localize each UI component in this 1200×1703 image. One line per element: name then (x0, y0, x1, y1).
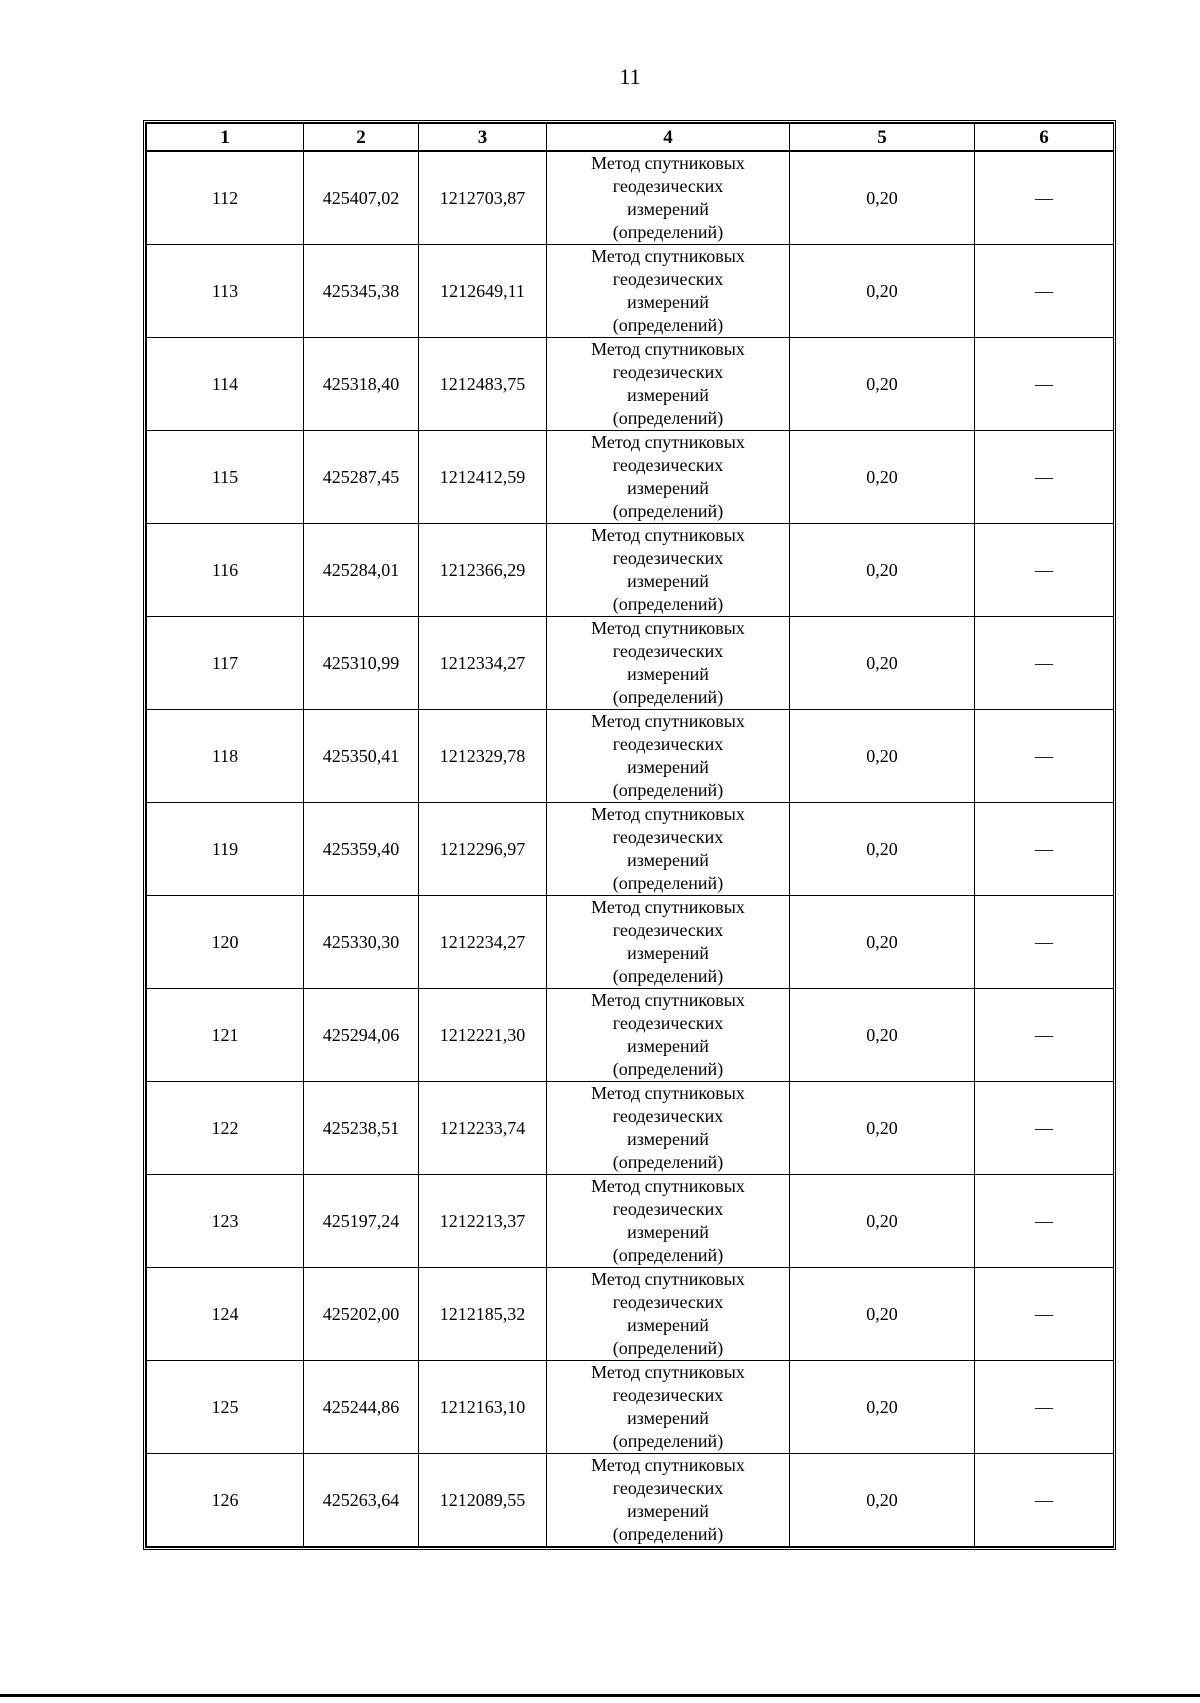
y-coordinate-cell: 1212366,29 (419, 524, 547, 617)
note-cell: — (975, 710, 1114, 803)
point-number-cell: 117 (147, 617, 304, 710)
table-body (147, 151, 1114, 1547)
note-cell: — (975, 524, 1114, 617)
note-cell: — (975, 617, 1114, 710)
method-cell (547, 1454, 790, 1547)
method-cell (547, 338, 790, 431)
method-line: геодезических (612, 920, 724, 940)
method-line: измерений (627, 943, 709, 963)
coordinates-table-frame (143, 120, 1116, 1550)
method-cell (547, 896, 790, 989)
x-coordinate-cell: 425318,40 (304, 338, 419, 431)
accuracy-cell: 0,20 (790, 1454, 975, 1547)
method-line: измерений (627, 292, 709, 312)
x-coordinate-cell: 425407,02 (304, 151, 419, 245)
accuracy-cell: 0,20 (790, 1268, 975, 1361)
y-coordinate-cell: 1212412,59 (419, 431, 547, 524)
method-line: измерений (627, 385, 709, 405)
note-cell: — (975, 803, 1114, 896)
column-header-1: 1 (147, 124, 304, 152)
accuracy-cell: 0,20 (790, 896, 975, 989)
method-line: (определений) (612, 408, 724, 428)
accuracy-cell: 0,20 (790, 1175, 975, 1268)
point-number-cell: 112 (147, 151, 304, 245)
table-row (147, 1268, 1114, 1361)
point-number-cell: 121 (147, 989, 304, 1082)
method-line: (определений) (612, 687, 724, 707)
method-line: геодезических (612, 1385, 724, 1405)
method-cell (547, 1361, 790, 1454)
method-line: геодезических (612, 362, 724, 382)
y-coordinate-cell: 1212233,74 (419, 1082, 547, 1175)
method-line: Метод спутниковых (591, 1362, 745, 1382)
method-line: Метод спутниковых (591, 1083, 745, 1103)
table-row (147, 1361, 1114, 1454)
method-cell (547, 803, 790, 896)
x-coordinate-cell: 425202,00 (304, 1268, 419, 1361)
point-number-cell: 116 (147, 524, 304, 617)
method-line: Метод спутниковых (591, 804, 745, 824)
method-line: измерений (627, 1501, 709, 1521)
table-row (147, 617, 1114, 710)
point-number-cell: 118 (147, 710, 304, 803)
method-line: Метод спутниковых (591, 1269, 745, 1289)
note-cell: — (975, 1268, 1114, 1361)
method-line: геодезических (612, 734, 724, 754)
accuracy-cell: 0,20 (790, 524, 975, 617)
method-cell (547, 710, 790, 803)
table-row (147, 524, 1114, 617)
table-row (147, 1175, 1114, 1268)
note-cell: — (975, 1082, 1114, 1175)
note-cell: — (975, 338, 1114, 431)
x-coordinate-cell: 425345,38 (304, 245, 419, 338)
method-line: измерений (627, 850, 709, 870)
y-coordinate-cell: 1212089,55 (419, 1454, 547, 1547)
column-header-4: 4 (547, 124, 790, 152)
column-header-2: 2 (304, 124, 419, 152)
method-line: геодезических (612, 176, 724, 196)
table-row (147, 1454, 1114, 1547)
method-line: (определений) (612, 1431, 724, 1451)
table-row (147, 151, 1114, 245)
x-coordinate-cell: 425263,64 (304, 1454, 419, 1547)
method-line: геодезических (612, 269, 724, 289)
point-number-cell: 114 (147, 338, 304, 431)
point-number-cell: 113 (147, 245, 304, 338)
method-cell (547, 524, 790, 617)
method-line: (определений) (612, 501, 724, 521)
method-line: геодезических (612, 1106, 724, 1126)
accuracy-cell: 0,20 (790, 617, 975, 710)
accuracy-cell: 0,20 (790, 803, 975, 896)
y-coordinate-cell: 1212185,32 (419, 1268, 547, 1361)
point-number-cell: 125 (147, 1361, 304, 1454)
method-line: Метод спутниковых (591, 432, 745, 452)
note-cell: — (975, 1175, 1114, 1268)
table-row (147, 710, 1114, 803)
method-line: Метод спутниковых (591, 153, 745, 173)
x-coordinate-cell: 425287,45 (304, 431, 419, 524)
note-cell: — (975, 245, 1114, 338)
method-line: Метод спутниковых (591, 525, 745, 545)
table-row (147, 896, 1114, 989)
point-number-cell: 123 (147, 1175, 304, 1268)
method-line: (определений) (612, 1338, 724, 1358)
x-coordinate-cell: 425359,40 (304, 803, 419, 896)
method-line: геодезических (612, 1013, 724, 1033)
accuracy-cell: 0,20 (790, 338, 975, 431)
x-coordinate-cell: 425244,86 (304, 1361, 419, 1454)
method-line: (определений) (612, 873, 724, 893)
y-coordinate-cell: 1212213,37 (419, 1175, 547, 1268)
method-line: измерений (627, 664, 709, 684)
method-line: Метод спутниковых (591, 990, 745, 1010)
x-coordinate-cell: 425284,01 (304, 524, 419, 617)
coordinates-table (146, 123, 1114, 1547)
method-line: (определений) (612, 780, 724, 800)
note-cell: — (975, 1361, 1114, 1454)
method-cell (547, 1268, 790, 1361)
method-cell (547, 1175, 790, 1268)
table-row (147, 989, 1114, 1082)
method-line: измерений (627, 1222, 709, 1242)
point-number-cell: 115 (147, 431, 304, 524)
method-line: измерений (627, 1129, 709, 1149)
method-line: геодезических (612, 641, 724, 661)
x-coordinate-cell: 425238,51 (304, 1082, 419, 1175)
method-cell (547, 1082, 790, 1175)
point-number-cell: 120 (147, 896, 304, 989)
method-line: Метод спутниковых (591, 246, 745, 266)
point-number-cell: 122 (147, 1082, 304, 1175)
method-line: Метод спутниковых (591, 618, 745, 638)
column-header-3: 3 (419, 124, 547, 152)
y-coordinate-cell: 1212329,78 (419, 710, 547, 803)
method-line: (определений) (612, 1059, 724, 1079)
method-line: Метод спутниковых (591, 711, 745, 731)
method-line: (определений) (612, 222, 724, 242)
table-header-row (147, 124, 1114, 152)
method-cell (547, 617, 790, 710)
table-row (147, 245, 1114, 338)
method-line: геодезических (612, 1199, 724, 1219)
y-coordinate-cell: 1212649,11 (419, 245, 547, 338)
method-line: (определений) (612, 594, 724, 614)
method-line: геодезических (612, 1478, 724, 1498)
method-line: измерений (627, 1036, 709, 1056)
method-line: измерений (627, 1408, 709, 1428)
method-line: (определений) (612, 1245, 724, 1265)
accuracy-cell: 0,20 (790, 710, 975, 803)
point-number-cell: 124 (147, 1268, 304, 1361)
method-line: (определений) (612, 1524, 724, 1544)
note-cell: — (975, 431, 1114, 524)
y-coordinate-cell: 1212334,27 (419, 617, 547, 710)
accuracy-cell: 0,20 (790, 245, 975, 338)
method-line: геодезических (612, 827, 724, 847)
y-coordinate-cell: 1212483,75 (419, 338, 547, 431)
column-header-6: 6 (975, 124, 1114, 152)
method-line: измерений (627, 478, 709, 498)
method-cell (547, 245, 790, 338)
x-coordinate-cell: 425197,24 (304, 1175, 419, 1268)
method-line: Метод спутниковых (591, 897, 745, 917)
method-line: измерений (627, 571, 709, 591)
accuracy-cell: 0,20 (790, 151, 975, 245)
table-row (147, 431, 1114, 524)
method-line: измерений (627, 199, 709, 219)
method-line: геодезических (612, 455, 724, 475)
note-cell: — (975, 151, 1114, 245)
y-coordinate-cell: 1212221,30 (419, 989, 547, 1082)
x-coordinate-cell: 425350,41 (304, 710, 419, 803)
table-row (147, 803, 1114, 896)
method-line: измерений (627, 1315, 709, 1335)
y-coordinate-cell: 1212296,97 (419, 803, 547, 896)
method-line: Метод спутниковых (591, 339, 745, 359)
accuracy-cell: 0,20 (790, 1361, 975, 1454)
method-cell (547, 989, 790, 1082)
accuracy-cell: 0,20 (790, 1082, 975, 1175)
point-number-cell: 126 (147, 1454, 304, 1547)
method-line: геодезических (612, 548, 724, 568)
x-coordinate-cell: 425310,99 (304, 617, 419, 710)
method-cell (547, 431, 790, 524)
y-coordinate-cell: 1212234,27 (419, 896, 547, 989)
method-line: (определений) (612, 966, 724, 986)
method-line: геодезических (612, 1292, 724, 1312)
method-line: Метод спутниковых (591, 1176, 745, 1196)
method-line: измерений (627, 757, 709, 777)
method-line: (определений) (612, 315, 724, 335)
table-row (147, 338, 1114, 431)
method-line: Метод спутниковых (591, 1455, 745, 1475)
y-coordinate-cell: 1212703,87 (419, 151, 547, 245)
note-cell: — (975, 989, 1114, 1082)
x-coordinate-cell: 425294,06 (304, 989, 419, 1082)
method-cell (547, 151, 790, 245)
accuracy-cell: 0,20 (790, 989, 975, 1082)
page-number: 11 (619, 64, 641, 89)
bottom-divider (0, 1694, 1200, 1697)
note-cell: — (975, 1454, 1114, 1547)
accuracy-cell: 0,20 (790, 431, 975, 524)
x-coordinate-cell: 425330,30 (304, 896, 419, 989)
note-cell: — (975, 896, 1114, 989)
column-header-5: 5 (790, 124, 975, 152)
point-number-cell: 119 (147, 803, 304, 896)
table-row (147, 1082, 1114, 1175)
method-line: (определений) (612, 1152, 724, 1172)
y-coordinate-cell: 1212163,10 (419, 1361, 547, 1454)
